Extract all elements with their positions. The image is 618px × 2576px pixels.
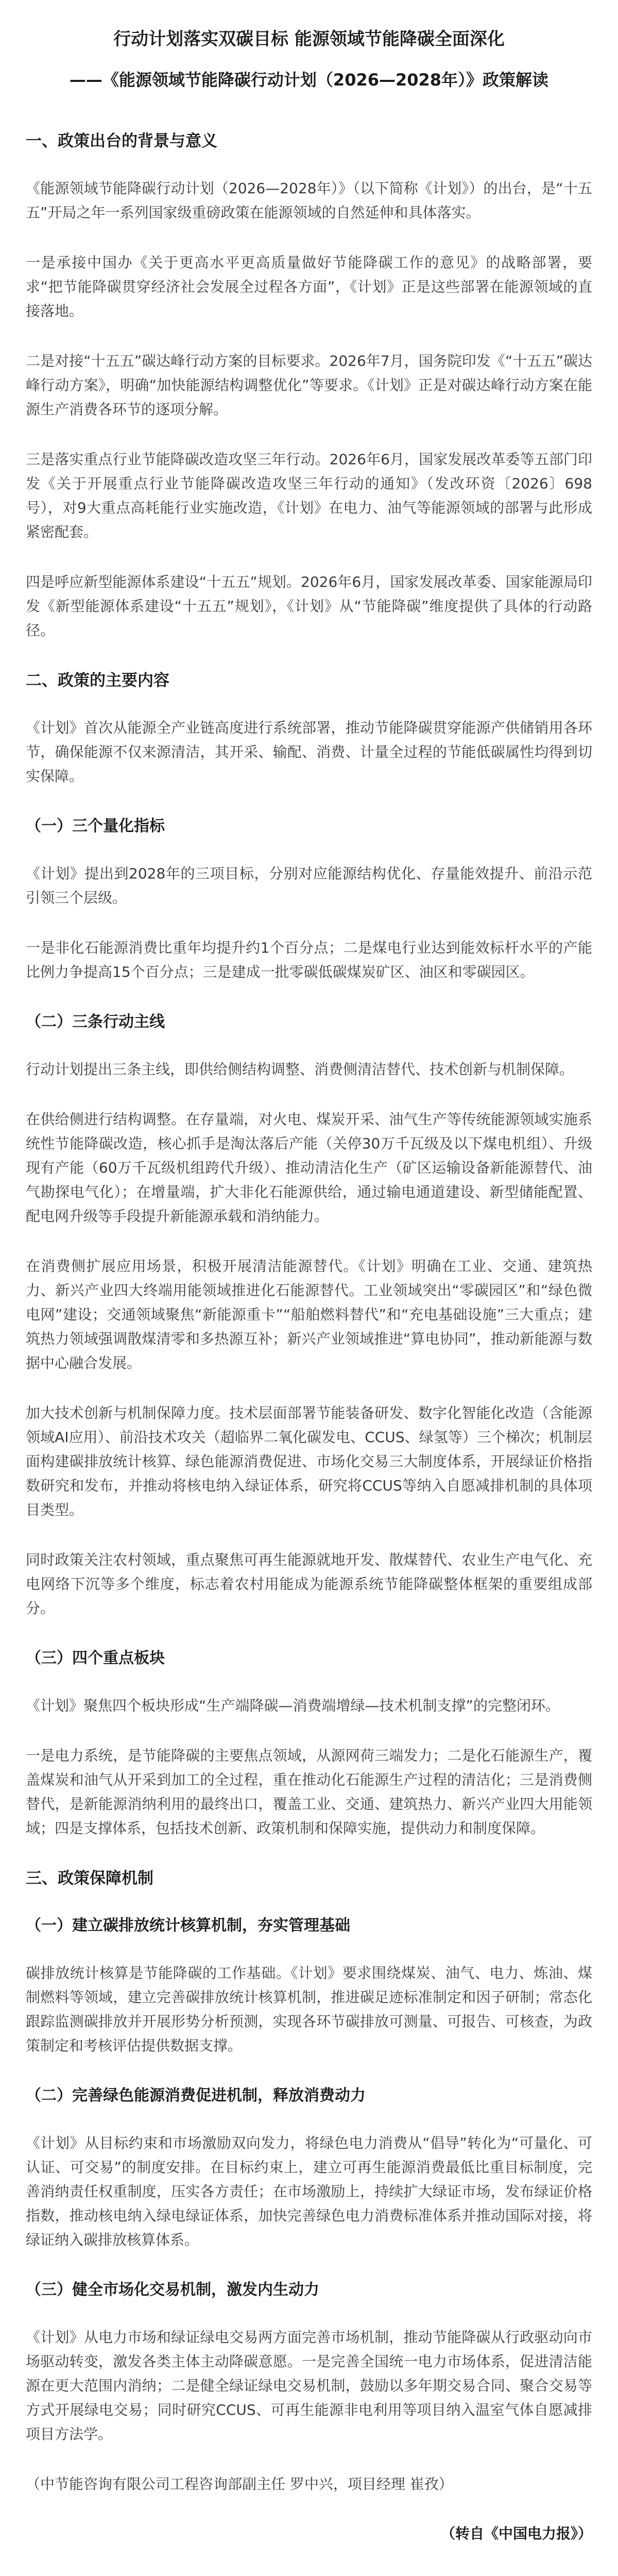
paragraph: 三是落实重点行业节能降碳改造攻坚三年行动。2026年6月，国家发展改革委等五部门印发《关于开展重点行业节能降碳改造攻坚三年行动的通知》（发改环资〔2026〕698号），对9大重点高耗能行业实施改造，《计划》在电力、油气等能源领域的部署与此形成紧密配套。 [26, 451, 592, 540]
author-note: （中节能咨询有限公司工程咨询部副主任 罗中兴，项目经理 崔孜） [26, 2476, 453, 2493]
section-heading-safeguards: 三、政策保障机制 [26, 1869, 153, 1888]
subheading-market-trading: （三）健全市场化交易机制，激发内生动力 [26, 2281, 319, 2299]
paragraph: 在消费侧扩展应用场景，积极开展清洁能源替代。《计划》明确在工业、交通、建筑热力、新兴产业四大终端用能领域推进化石能源替代。工业领域突出“零碳园区”和“绿色微电网”建设；交通领域聚焦“新能源重卡”“船舶燃料替代”和“充电基础设施”三大重点；建筑热力领域强调散煤清零和多热源互补；新兴产业领域推进“算电协同”，推动新能源与数据中心融合发展。 [26, 1258, 592, 1371]
paragraph: 四是呼应新型能源体系建设“十五五”规划。2026年6月，国家发展改革委、国家能源局印发《新型能源体系建设“十五五”规划》，《计划》从“节能降碳”维度提供了具体的行动路径。 [26, 573, 592, 639]
paragraph: 加大技术创新与机制保障力度。技术层面部署节能装备研发、数字化智能化改造（含能源领域AI应用）、前沿技术攻关（超临界二氧化碳发电、CCUS、绿氢等）三个梯次；机制层面构建碳排放统计核算、绿色能源消费促进、市场化交易三大制度体系，开展绿证价格指数研究和发布，并推动将核电纳入绿证体系，研究将CCUS等纳入自愿减排机制的具体项目类型。 [26, 1404, 592, 1518]
paragraph: 《计划》从目标约束和市场激励双向发力，将绿色电力消费从“倡导”转化为“可量化、可认证、可交易”的制度安排。在目标约束上，建立可再生能源消费最低比重目标制度，完善消纳责任权重制度，压实各方责任；在市场激励上，持续扩大绿证市场，发布绿证价格指数，推动核电纳入绿电绿证体系，加快完善绿色电力消费标准体系并推动国际对接，将绿证纳入碳排放核算体系。 [26, 2134, 592, 2248]
paragraph: 二是对接“十五五”碳达峰行动方案的目标要求。2026年7月，国务院印发《“十五五”碳达峰行动方案》，明确“加快能源结构调整优化”等要求。《计划》正是对碳达峰行动方案在能源生产消费各环节的逐项分解。 [26, 352, 592, 418]
paragraph: 一是电力系统，是节能降碳的主要焦点领域，从源网荷三端发力；二是化石能源生产，覆盖煤炭和油气从开采到加工的全过程，重在推动化石能源生产过程的清洁化；三是消费侧替代，是新能源消纳利用的最终出口，覆盖工业、交通、建筑热力、新兴产业四大用能领域；四是支撑体系，包括技术创新、政策机制和保障实施，提供动力和制度保障。 [26, 1747, 592, 1837]
subheading-three-action-lines: （二）三条行动主线 [26, 1013, 165, 1031]
title-block [26, 26, 592, 93]
source-note: （转自《中国电力报》） [440, 2525, 592, 2542]
paragraph: 《计划》首次从能源全产业链高度进行系统部署，推动节能降碳贯穿能源产供储销用各环节，确保能源不仅来源清洁，其开采、输配、消费、计量全过程的节能低碳属性均得到切实保障。 [26, 719, 592, 785]
paragraph: 《计划》提出到2028年的三项目标，分别对应能源结构优化、存量能效提升、前沿示范引领三个层级。 [26, 865, 592, 906]
subheading-green-consumption: （二）完善绿色能源消费促进机制，释放消费动力 [26, 2087, 366, 2105]
paragraph: 一是承接中国办《关于更高水平更高质量做好节能降碳工作的意见》的战略部署，要求“把节能降碳贯穿经济社会发展全过程各方面”，《计划》正是这些部署在能源领域的直接落地。 [26, 254, 592, 319]
article-subtitle: ——《能源领域节能降碳行动计划（2026—2028年）》政策解读 [69, 70, 549, 90]
paragraph: 在供给侧进行结构调整。在存量端，对火电、煤炭开采、油气生产等传统能源领域实施系统性节能降碳改造，核心抓手是淘汰落后产能（关停30万千瓦级及以下煤电机组）、升级现有产能（60万千瓦级机组跨代升级）、推动清洁化生产（矿区运输设备新能源替代、油气勘探电气化）；在增量端，扩大非化石能源供给，通过输电通道建设、新型储能配置、配电网升级等手段提升新能源承载和消纳能力。 [26, 1111, 592, 1225]
paragraph: 《计划》聚焦四个板块形成“生产端降碳—消费端增绿—技术机制支撑”的完整闭环。 [26, 1697, 560, 1714]
paragraph: 碳排放统计核算是节能降碳的工作基础。《计划》要求围绕煤炭、油气、电力、炼油、煤制燃料等领域，建立完善碳排放统计核算机制，推进碳足迹标准制定和因子研制；常态化跟踪监测碳排放并开展形势分析预测，实现各环节碳排放可测量、可报告、可核查，为政策制定和考核评估提供数据支撑。 [26, 1964, 592, 2054]
section-heading-main-content: 二、政策的主要内容 [26, 671, 169, 690]
article-title: 行动计划落实双碳目标 能源领域节能降碳全面深化 [113, 29, 505, 49]
paragraph: 《能源领域节能降碳行动计划（2026—2028年）》（以下简称《计划》）的出台，是“十五五”开局之年一系列国家级重磅政策在能源领域的自然延伸和具体落实。 [26, 180, 592, 221]
subheading-three-targets: （一）三个量化指标 [26, 817, 165, 835]
paragraph: 行动计划提出三条主线，即供给侧结构调整、消费侧清洁替代、技术创新与机制保障。 [26, 1061, 574, 1078]
paragraph: 《计划》从电力市场和绿证绿电交易两方面完善市场机制，推动节能降碳从行政驱动向市场驱动转变，激发各类主体主动降碳意愿。一是完善全国统一电力市场体系，促进清洁能源在更大范围内消纳；二是健全绿证绿电交易机制，鼓励以多年期交易合同、聚合交易等方式开展绿电交易；同时研究CCUS、可再生能源非电利用等项目纳入温室气体自愿减排项目方法学。 [26, 2329, 592, 2443]
paragraph: 同时政策关注农村领域，重点聚焦可再生能源就地开发、散煤替代、农业生产电气化、充电网络下沉等多个维度，标志着农村用能成为能源系统节能降碳整体框架的重要组成部分。 [26, 1551, 592, 1617]
paragraph: 一是非化石能源消费比重年均提升约1个百分点；二是煤电行业达到能效标杆水平的产能比例力争提高15个百分点；三是建成一批零碳低碳煤炭矿区、油区和零碳园区。 [26, 939, 592, 980]
subheading-carbon-accounting: （一）建立碳排放统计核算机制，夯实管理基础 [26, 1917, 350, 1935]
section-heading-background: 一、政策出台的背景与意义 [26, 132, 217, 150]
subheading-four-sectors: （三）四个重点板块 [26, 1649, 165, 1667]
